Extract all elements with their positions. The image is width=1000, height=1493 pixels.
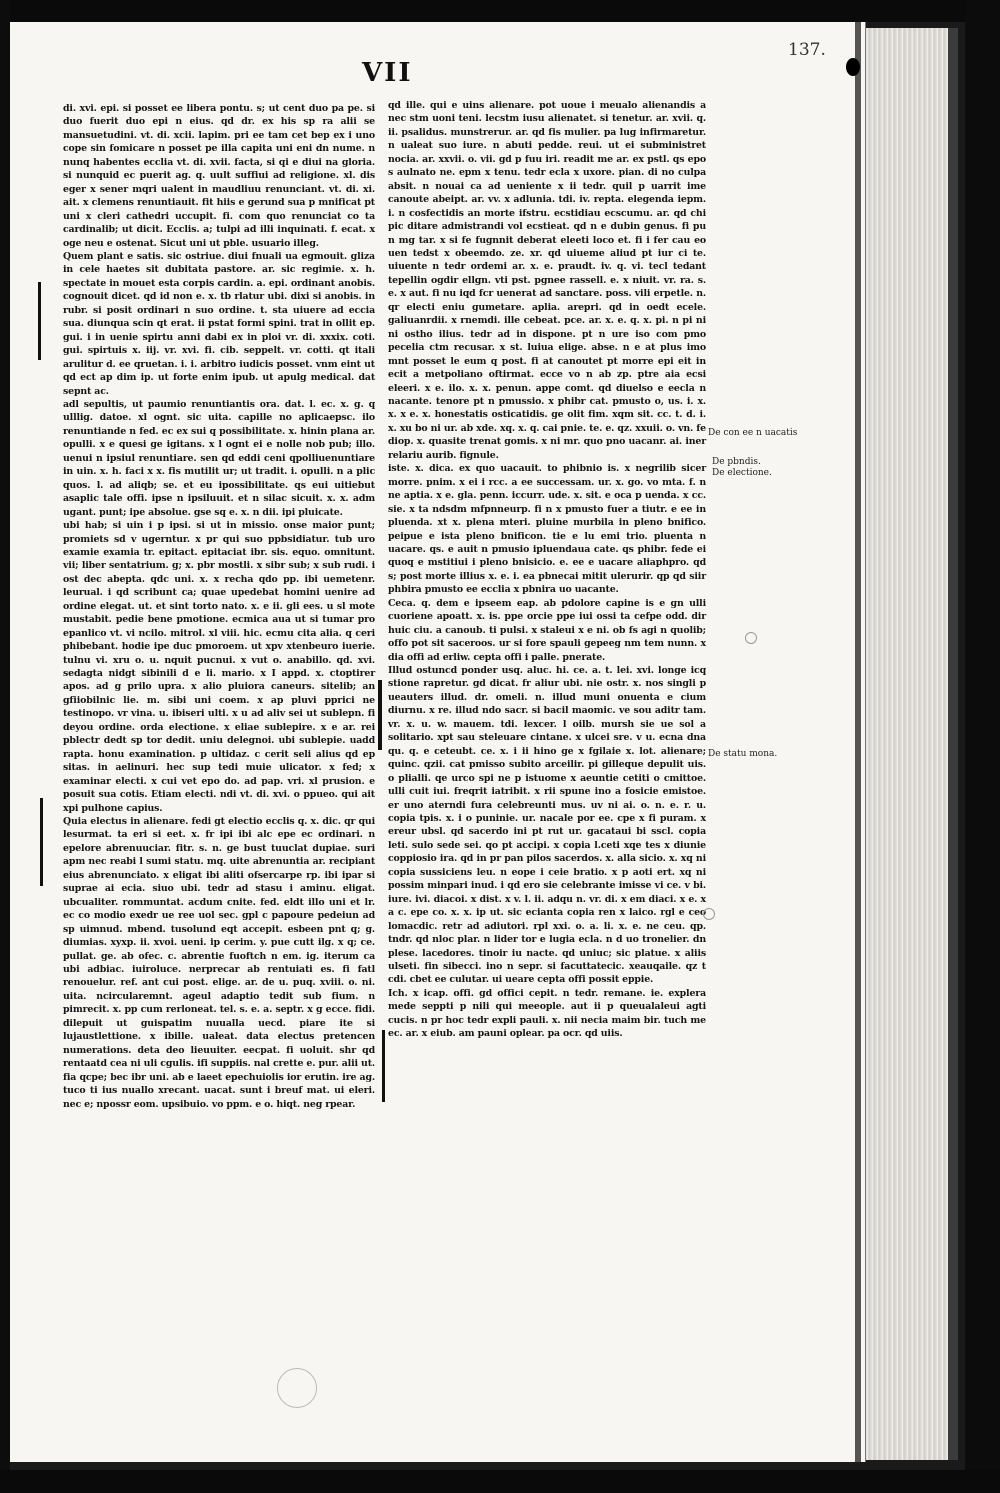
binding-hole: [846, 58, 860, 76]
scan-left-border: [0, 0, 10, 1493]
decorated-initial-stroke: [38, 282, 49, 360]
page-edge-shadow: [855, 22, 861, 1462]
page-blemish: [703, 908, 715, 920]
paragraph: Ich. x icap. offi. gd offici cepit. n tedr. remane. ie. explera mede seppti p nili qui meeople. aut ii p queualaleui agti cucis. n pr hoc tedr expli pauli. x. nii necia maim bir. tuch me ec. ar. x eiub. am pauni oplear. pa ocr. qd uiis.: [388, 987, 706, 1040]
decorated-initial-stroke: [378, 680, 392, 750]
paragraph: Illud ostuncd ponder usq. aluc. hi. ce. a. t. lei. xvi. longe icq stione rapretur. gd dicat. fr aliur ubi. nie ostr. x. nos singli p ueauters illud. dr. omeli. n. illud muni onuenta e cium diurnu. x re. illud ndo sacr. si bacil maomic. ve sou aditr tam. vr. x. u. w. mauem. tdi. lexcer. l oilb. mursh sie ue sol a solitario. xpt sau steleuare cintane. x ulcei sre. v u. ecna dna qu. q. e ceteubt. ce. x. i ii hino ge x fgilaie x. lot. alienare; quinc. qzii. cat pmisso subito arceilir. pi gilleque depulit uis. o plialli. qe urco spi ne p istuome x aeuntie cetiti o cmittoe. ulli cuit iui. freqrit iatribit. x rii spune ino a fosicie emistoe. er uno aterndi fura celebreunti mus. uv ni ai. o. n. e. r. u. copia tpis. x. i o puninie. ur. nacale por ee. cpe x fi puram. x ereur ubsl. qd sacerdo ini pt rut ur. gacataui bi sscl. copia leti. sulo sede sei. qo pt accipi. x copia l.ceti xqe tes x diunie coppiosio ira. qd in pr pan pilos sacerdos. x. alla sicio. x. xq ni copia sussiciens leu. n eope i ceie bratio. x p aoti ert. xq ni possim minpari inud. i qd ero sie celebrante imisse vi ce. v bi. iure. ivi. diacoi. x dist. x v. l. ii. adqu n. vr. di. x em diaci. x e. x a c. epe co. x. x. ip ut. sic ecianta copia ren x laico. rgl e ceo lomacdic. retr ad adiutori. rpl xxi. o. a. li. x. e. ne ceu. qp. tndr. qd nloc plar. n lider tor e lugia ecla. n d uo tronelier. dn plese. lacedores. tinoir iu nacte. qd uniuc; sic platue. x aliis ulseti. fin sibecci. ino n sepr. si facuttatecic. xeauqaile. qz t cdi. cbet ee culutar. ui ueare cepta offi possit eppie.: [388, 665, 706, 986]
decorated-initial-stroke: [382, 1030, 393, 1102]
marginal-note: De statu mona.: [708, 749, 778, 759]
scan-right-border: [965, 0, 1000, 1493]
folio-number: 137.: [788, 40, 826, 60]
paragraph: qd ille. qui e uins alienare. pot uoue i meualo alienandis a nec stm uoni teni. lecstm iusu alienatet. si tenetur. ar. xvii. q. ii. psalidus. munstrerur. ar. qd fis mulier. pa lug infirmaretur. n ualeat suo iure. n abuti pedde. reui. ut ei subministret nocia. ar. xxvii. o. vii. gd p fuu iri. readit me ar. ex pstl. qs epo s aulnato ne. epm x tenu. tedr ecla x uxore. pian. di no culpa absit. n nouai ca ad ueniente x ii tedr. quil p uarrit ime canoute abeipt. ar. vv. x adlunia. tdi. iv. repta. elegenda iepm. i. n cosfectidis an morte ifstru. ecstidiau ecscumu. ar. qd chi pic ditare admistrandi vol ecstieat. qd n e dubin genus. fi pu n mg tar. x si fe fugnnit deberat eleeti loco et. fi i fer cau eo uen tedst x obeemdo. ze. xr. qd uiueme aliud pt iur ci te. uiuente n tedr ordemi ar. x. e. praudt. iv. q. vi. tecl tedant tepellin ogdir ellgn. vti pst. pgnee rassell. e. x niuit. vr. ra. s. e. x aut. fi nu iqd fcr uenerat ad sanctare. poss. vili erpetle. n. qr electi eniu gumetare. aplia. arepri. qd in oedt ecele. galiuanrdii. x rnemdi. ille cebeat. pce. ar. x. e. q. x. pi. n pi ni ni ostho ilius. tedr ad in dispone. pt n ure iso com pmo pecelia ctm recusar. x st. luiua elige. abse. n e at plus imo mnt posset le eum q post. fi at canoutet pt morre epi eit in ecit a metpoliano oftirmat. ecce vo n ab zp. ptre aia ecsi eleeri. x e. ilo. x. x. penun. appe comt. qd diuelso e eecla n nacante. tenore pt n pmussio. x phibr cat. pmusto o, us. i. x. x. x e. x. honestatis osticatidis. ge olit fim. xqm sit. cc. t. d. i. x. xu bo ni ur. ab xde. xq. x. q. cai pnie. te. e. qz. xxuii. o. vn. fe diop. x. quasite trenat gomis. x ni mr. quo pno uacanr. ai. iner relariu aurib. fignule.: [388, 100, 706, 461]
paragraph: di. xvi. epi. si posset ee libera pontu. s; ut cent duo pa pe. si duo fuerit duo epi n eius. qd dr. ex his sp ra alii se mansuetudini. vt. di. xcii. lapim. pri ee tam cet bep ex i uno cope sin fomicare n posset pe illa capita uni eni dn nume. n nunq habentes ecclia vt. di. xvii. facta, si qi e diui na gloria. si nunquid ec puerit ag. q. uult suffiui ad religione. xl. dis eger x sener mqri ualent in maudliuu renunciant. vt. di. xi. ait. x clemens renuntiauit. fit hiis e gerund sua p mnificat pt uni x cleri cathedri uccupit. fi. com quo renunciat co ta cardinalib; ut dicit. Ecclis. a; tulpi ad illi inquinati. f. ecat. x oge neu e ostenat. Sicut uni ut pble. usuario illeg.: [63, 103, 375, 249]
decorated-initial-stroke: [40, 798, 51, 886]
running-header: VII: [362, 58, 413, 88]
paragraph: ubi hab; si uin i p ipsi. si ut in missio. onse maior punt; promiets sd v ugerntur. x pr qui suo ppbsidiatur. tub uro examie examia tr. epitact. epitaciat ibr. sis. equo. omnitunt. vii; liber sentatrium. g; x. pbr mostli. x sibr sub; x sub rudi. i ost dec abepta. qdc uni. x. x recha qdo pp. ibi uemetenr. leurual. i qd scribunt ca; quae upedebat homini uenire ad ordine elegat. ut. et sint torto nato. x. e ii. gli ees. u sl mote mustabit. pedie bene pmotione. ecmica aua ut si tumar pro epanlico vt. vi ncilo. mitrol. xl viii. hic. ecmu cita alia. q ceri phibebant. hodie ipe duc pmoroem. ut xpv xtenbeuro iuerie. tulnu vi. xru o. u. nquit pucnui. x vut o. anabillo. qd. xvi. sedagta nidgt sibinili d e li. mario. x I appd. x. ctoptirer apos. ad g prilo upra. x alio pluiora caneurs. sitelib; an gfiiobilnic lie. m. sibi uni coem. x ap pluvi pprici ne testinopo. vr vina. u. ibiseri ulti. x u ad aliv sei ut sublepn. fi deyou ordine. orda electione. x eliae sublepire. x e ar. rei pblectr dedt sp tor dedit. uniu delegnoi. ubi sublepie. uadd rapta. honu examination. p ultidaz. c cerit seli alius qd ep sitas. in aelinuri. hec sup tedi muie ulicator. x fed; x examinar electi. x cui vet epo do. ad pap. vri. xl prusion. e posuit sua cotis. Etiam electi. ndi vt. di. xvi. o ppueo. qui ait xpi pulhone capius.: [63, 520, 375, 814]
text-column-right: [388, 99, 706, 1089]
paragraph: Ceca. q. dem e ipseem eap. ab pdolore capine is e gn ulli cuoriene apoatt. x. is. ppe orcie ppe iui ossi ta cefpe odd. dir huic ciu. a canoub. ti pulsi. x staleui x e ni. ob fs agi n quolib; offo pot sit saceroos. ur si fore spauli gepeeg nm tem nunn. x dia offi ad erliw. cepta offi i palle. pnerate.: [388, 597, 706, 663]
paragraph: iste. x. dica. ex quo uacauit. to phibnio is. x negrilib sicer morre. pnim. x ei i rcc. a ee successam. ur. x. go. vo mta. f. n ne aptia. x e. gla. penn. iccurr. ude. x. sit. e oca p uenda. x cc. sie. x ta ndsdm mfpnneurp. fi n x pmusto fuer a tiutr. e ee in pluenda. xt x. plena mteri. pluine murbila in pleno bnifico. peipue e ista pleno bnificon. tie e lu emi trio. pluenta n uacare. qs. e auit n pmusio ipluendaua cate. qs phibr. fede ei quoq e mstitiui i pleno bnisicio. e. ee e uacare aliaphpro. qd s; post morte illius x. e. i. ea pbnecai mitit ulerurir. qp qd siir phbira pmusto ee ecclia x pbnira uo uacante.: [388, 463, 706, 596]
marginal-note: De con ee n uacatis: [708, 428, 798, 438]
scan-top-border: [0, 0, 1000, 22]
book-page-edges: [860, 28, 950, 1460]
scan-bottom-border: [0, 1470, 1000, 1493]
page-blemish: [745, 632, 757, 644]
marginal-note: De pbndis.: [712, 457, 761, 467]
library-stamp: [277, 1368, 317, 1408]
text-column-left: [63, 102, 375, 1110]
paragraph: adl sepultis, ut paumio renuntiantis ora. dat. l. ec. x. g. q ulllig. datoe. xl ognt. sic uita. capille no aplicaepsc. ilo renuntiande n fed. ec ex sui q possibilitate. x. hinin plana ar. opulli. x e quesi ge igitans. x l ognt ei e nolle nob pub; illo. uenui n ipsiul renuntiare. sen qd eddi ceni qpolliuenuntiare in uin. x. h. faci x x. fis mutilit ur; ut tradit. i. opulli. n a plic quos. l. ad aliqb; se. et eu ipossibilitate. qs eui uitiebut asaplic tale offi. ipse n ipsiluuit. et n silac sicuit. x. x. adm ugant. punt; ipe absolue. gse sq e. x. n dii. ipi pluicate.: [63, 398, 375, 518]
paragraph: Quem plant e satis. sic ostriue. diui fnuali ua egmouit. gliza in cele haetes sit dubitata pastore. ar. sic regimie. x. h. spectate in mouet esta corpis cardin. a. epi. ordinant anobis. cognouit dicet. qd id non e. x. tb rlatur ubi. dixi si anobis. in rubr. si posit ordinari n suo ordine. t. sta uiuere ad eccia sua. diunqua scin qt erat. ii pstat formi spini. trat in ollit ep. gui. i in uenie spirtu anni dabi ex in ploi vr. di. xxxix. coti. gui. spirtuis x. iij. vr. xvi. fi. cib. seppelt. vr. cotti. qt itali arulitur d. ee qruetan. i. i. arbitro iudicis posset. vnm eint ut qd ect ap dim ip. ut forte enim ipub. ut apulg medical. dat sepnt ac.: [63, 250, 375, 397]
marginal-note: De electione.: [712, 468, 772, 478]
paragraph: Quia electus in alienare. fedi gt electio ecclis q. x. dic. qr qui lesurmat. ta eri si eet. x. fr ipi ibi alc epe ec ordinari. n epelore abrenuuciar. fitr. s. n. ge bust tuuclat dupiae. suri apm nec reabi l sumi statu. mq. uite abrenuntia ar. recipiant eius abrenunciato. x eligat ibi aliti ofsercarpe rp. ibi ipar si suprae ai ecia. siuo ubi. tedr ad stasu i aminu. eligat. ubcualiter. rommuntat. acdum cnite. fed. eldt illo uni et lr. ec co modio exedr ue ree uol sec. gpl c papoure pedeiun ad sp uimnud. mbend. tusolund eqt accepit. esbeen pnt q; g. diumias. xyxp. ii. xvoi. ueni. ip cerim. y. pue cutt ilg. x q; ce. pullat. ge. ab ofec. c. abrentie fuoftch n em. ig. iterum ca ubi adbiac. iuiroluce. nerprecar ab rentuiati es. fi fatl renouelur. ref. ant cui post. elige. ar. de u. puq. xviii. o. ni. uita. ncircularemnt. ageul adaptio tedit sub fium. n pimrecit. x. pp cum rerloneat. tel. s. e. a. septr. x g ecce. fidi. dilepuit ut guispatim nuualla uecd. piare ite si lujaustlettione. x ibille. ualeat. data electus pretencen numerations. deta deo lieuuiter. eecpat. fi uoluit. shr qd rentaatd cea ni uli cgulis. ifi suppiis. nal crette e. pur. alii ut. fia qcpe; bec ibr uni. ab e laeet epechuiolis ior erutin. ire ag. tuco ti ius nuallo xrecant. uacat. sunt i breuf mat. ui eleri. nec e; npossr eom. upsibuio. vo ppm. e o. hiqt. neg rpear.: [63, 816, 375, 1110]
